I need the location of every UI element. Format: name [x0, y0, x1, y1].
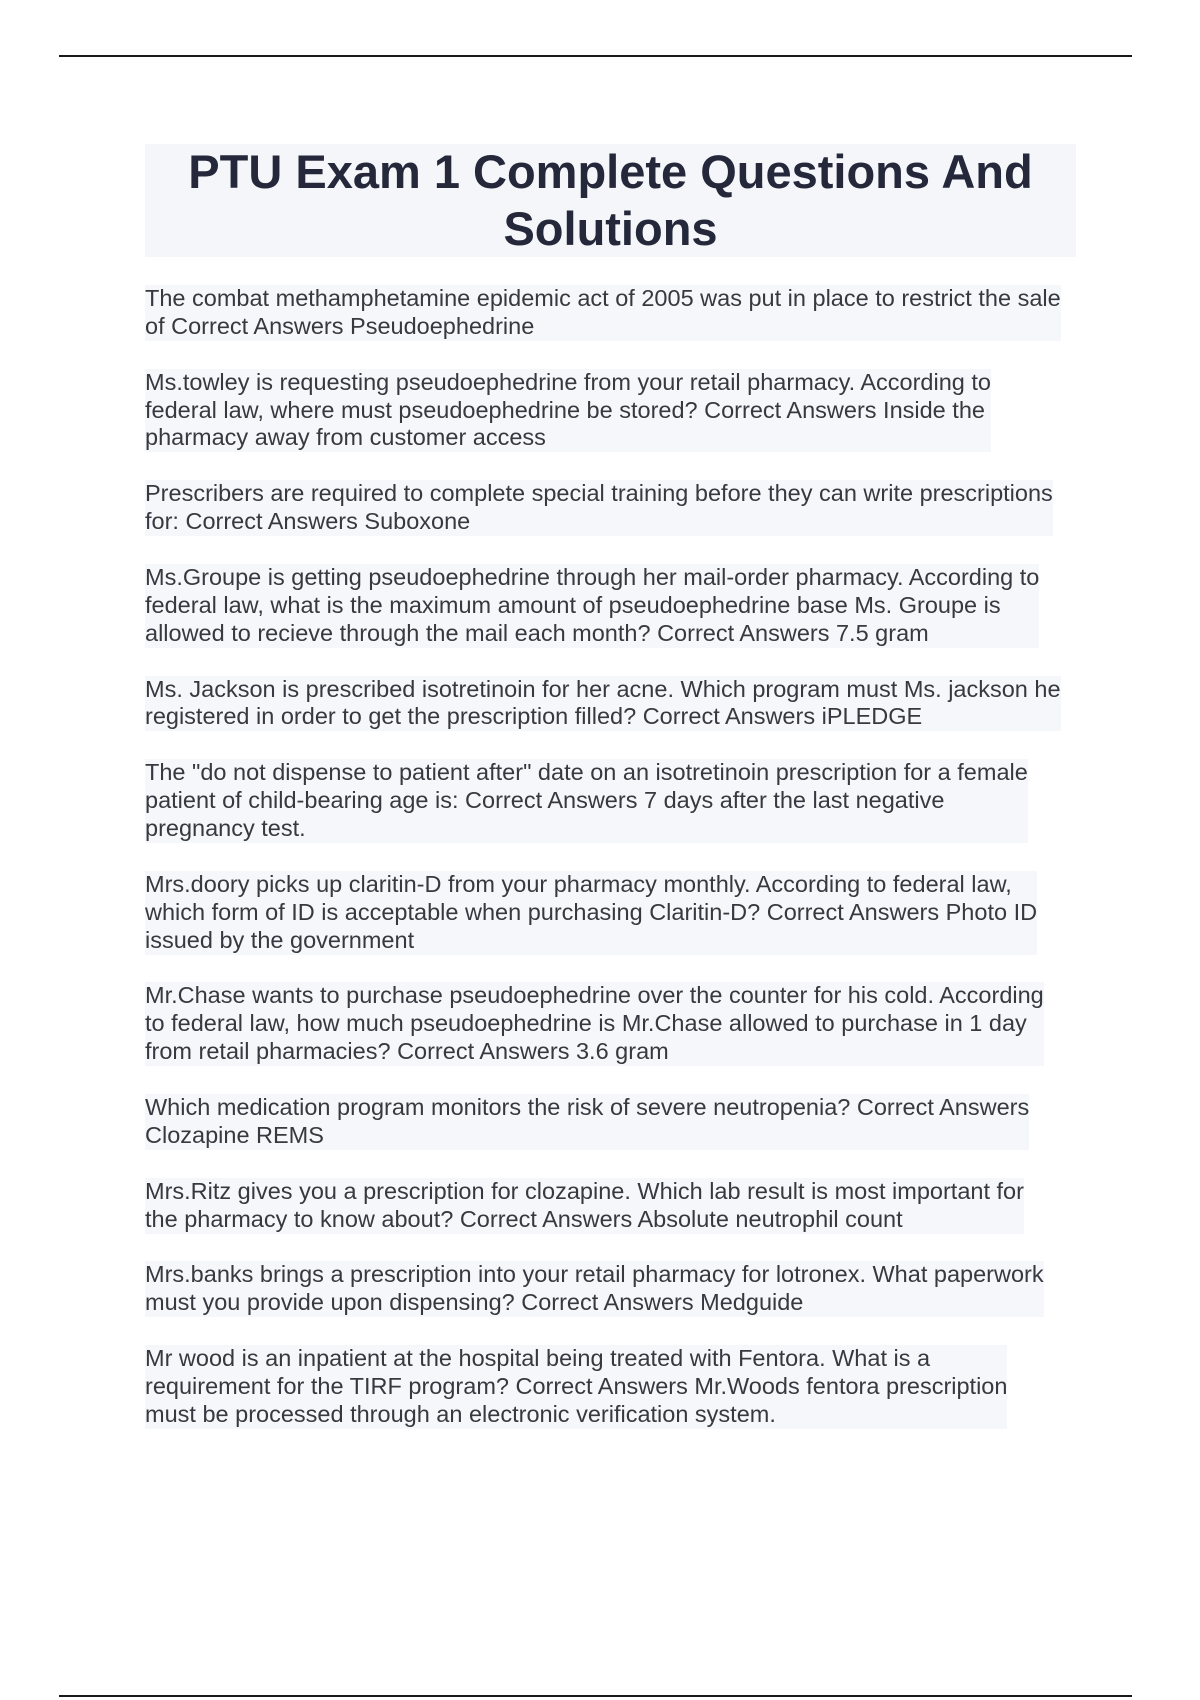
qa-paragraph: Which medication program monitors the risk of severe neutropenia? Correct Answers Clozapine REMS: [145, 1094, 1030, 1148]
qa-paragraph: Mr.Chase wants to purchase pseudoephedrine over the counter for his cold. According to federal law, how much pseudoephedrine is Mr.Chase allowed to purchase in 1 day from retail pharmacies? Correct Answers 3.6 gram: [145, 982, 1044, 1065]
qa-paragraph: Mr wood is an inpatient at the hospital being treated with Fentora. What is a requirement for the TIRF program? Correct Answers Mr.Woods fentora prescription must be processed through an electronic verification system.: [145, 1345, 1008, 1427]
qa-paragraph: Ms.Groupe is getting pseudoephedrine through her mail-order pharmacy. According to federal law, what is the maximum amount of pseudoephedrine base Ms. Groupe is allowed to recieve through the mail each month? Correct Answers 7.5 gram: [145, 563, 1040, 646]
document-body: [145, 144, 1076, 1429]
qa-paragraph: Prescribers are required to complete special training before they can write prescriptions for: Correct Answers Suboxone: [145, 480, 1053, 535]
qa-paragraph: Ms. Jackson is prescribed isotretinoin for her acne. Which program must Ms. jackson he registered in order to get the prescription filled? Correct Answers iPLEDGE: [145, 675, 1061, 730]
qa-paragraph: Ms.towley is requesting pseudoephedrine from your retail pharmacy. According to federal law, where must pseudoephedrine be stored? Correct Answers Inside the pharmacy away from customer access: [145, 368, 991, 451]
document-title: PTU Exam 1 Complete Questions And Solutions: [145, 144, 1076, 257]
top-rule: [59, 55, 1132, 57]
qa-paragraph: The combat methamphetamine epidemic act of 2005 was put in place to restrict the sale of Correct Answers Pseudoephedrine: [145, 284, 1061, 339]
qa-paragraph: Mrs.banks brings a prescription into your retail pharmacy for lotronex. What paperwork must you provide upon dispensing? Correct Answers Medguide: [145, 1261, 1044, 1316]
bottom-rule: [59, 1695, 1132, 1697]
qa-paragraph: Mrs.doory picks up claritin-D from your pharmacy monthly. According to federal law, which form of ID is acceptable when purchasing Claritin-D? Correct Answers Photo ID issued by the government: [145, 870, 1038, 953]
qa-paragraph: Mrs.Ritz gives you a prescription for clozapine. Which lab result is most important for the pharmacy to know about? Correct Answers Absolute neutrophil count: [145, 1177, 1024, 1232]
qa-paragraph: The "do not dispense to patient after" date on an isotretinoin prescription for a female patient of child-bearing age is: Correct Answers 7 days after the last negative pregnancy test.: [145, 759, 1028, 842]
